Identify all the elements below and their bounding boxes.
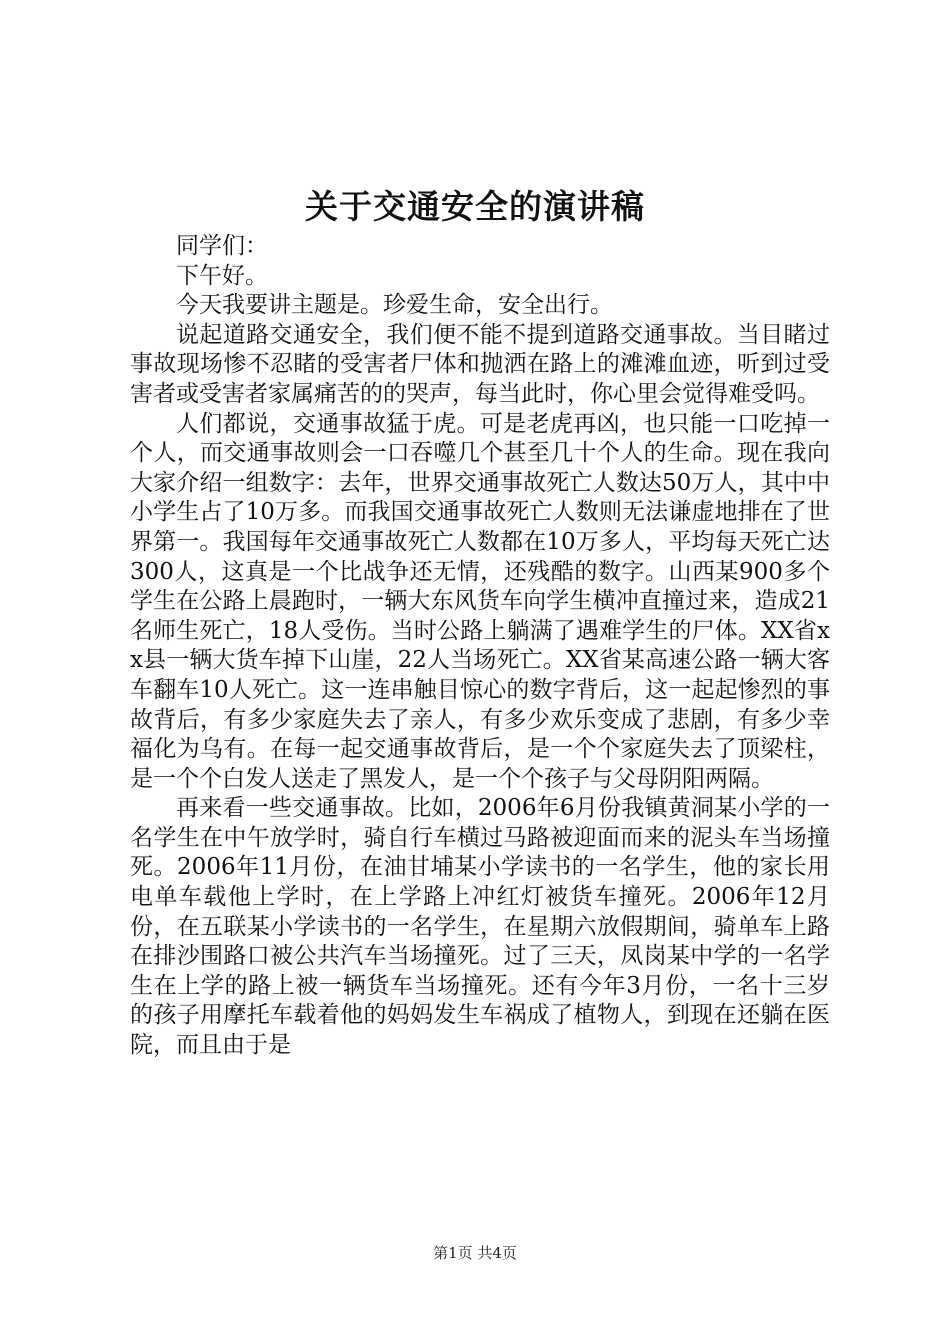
page-number-footer: 第1页 共4页 (433, 1244, 517, 1262)
document-body (130, 232, 830, 1061)
paragraph-intro: 说起道路交通安全，我们便不能不提到道路交通事故。当目睹过事故现场惨不忍睹的受害者尸体和抛洒在路上的滩滩血迹，听到过受害者或受害者家属痛苦的的哭声，每当此时，你心里会觉得难受吗。 (130, 321, 830, 407)
paragraph-greeting: 同学们： (176, 233, 268, 259)
paragraph-salutation: 下午好。 (176, 262, 268, 289)
document-title: 关于交通安全的演讲稿 (305, 187, 645, 226)
paragraph-topic: 今天我要讲主题是。珍爱生命，安全出行。 (176, 292, 613, 319)
paragraph-examples: 再来看一些交通事故。比如，2006年6月份我镇黄洞某小学的一名学生在中午放学时，骑自行车横过马路被迎面而来的泥头车当场撞死。2006年11月份，在油甘埔某小学读书的一名学生，他的家长用电单车载他上学时，在上学路上冲红灯被货车撞死。2006年12月份，在五联某小学读书的一名学生，在星期六放假期间，骑单车上路在排沙围路口被公共汽车当场撞死。过了三天，凤岗某中学的一名学生在上学的路上被一辆货车当场撞死。还有今年3月份，一名十三岁的孩子用摩托车载着他的妈妈发生车祸成了植物人，到现在还躺在医院，而且由于是 (130, 795, 830, 1059)
paragraph-statistics: 人们都说，交通事故猛于虎。可是老虎再凶，也只能一口吃掉一个人，而交通事故则会一口吞噬几个甚至几十个人的生命。现在我向大家介绍一组数字：去年，世界交通事故死亡人数达50万人，其中中小学生占了10万多。而我国交通事故死亡人数则无法谦虚地排在了世界第一。我国每年交通事故死亡人数都在10万多人，平均每天死亡达300人，这真是一个比战争还无情，还残酷的数字。山西某900多个学生在公路上晨跑时，一辆大东风货车向学生横冲直撞过来，造成21名师生死亡，18人受伤。当时公路上躺满了遇难学生的尸体。XX省xx县一辆大货车掉下山崖，22人当场死亡。XX省某高速公路一辆大客车翻车10人死亡。这一连串触目惊心的数字背后，这一起起惨烈的事故背后，有多少家庭失去了亲人，有多少欢乐变成了悲剧，有多少幸福化为乌有。在每一起交通事故背后，是一个个家庭失去了顶梁柱，是一个个白发人送走了黑发人，是一个个孩子与父母阴阳两隔。 (130, 410, 830, 792)
